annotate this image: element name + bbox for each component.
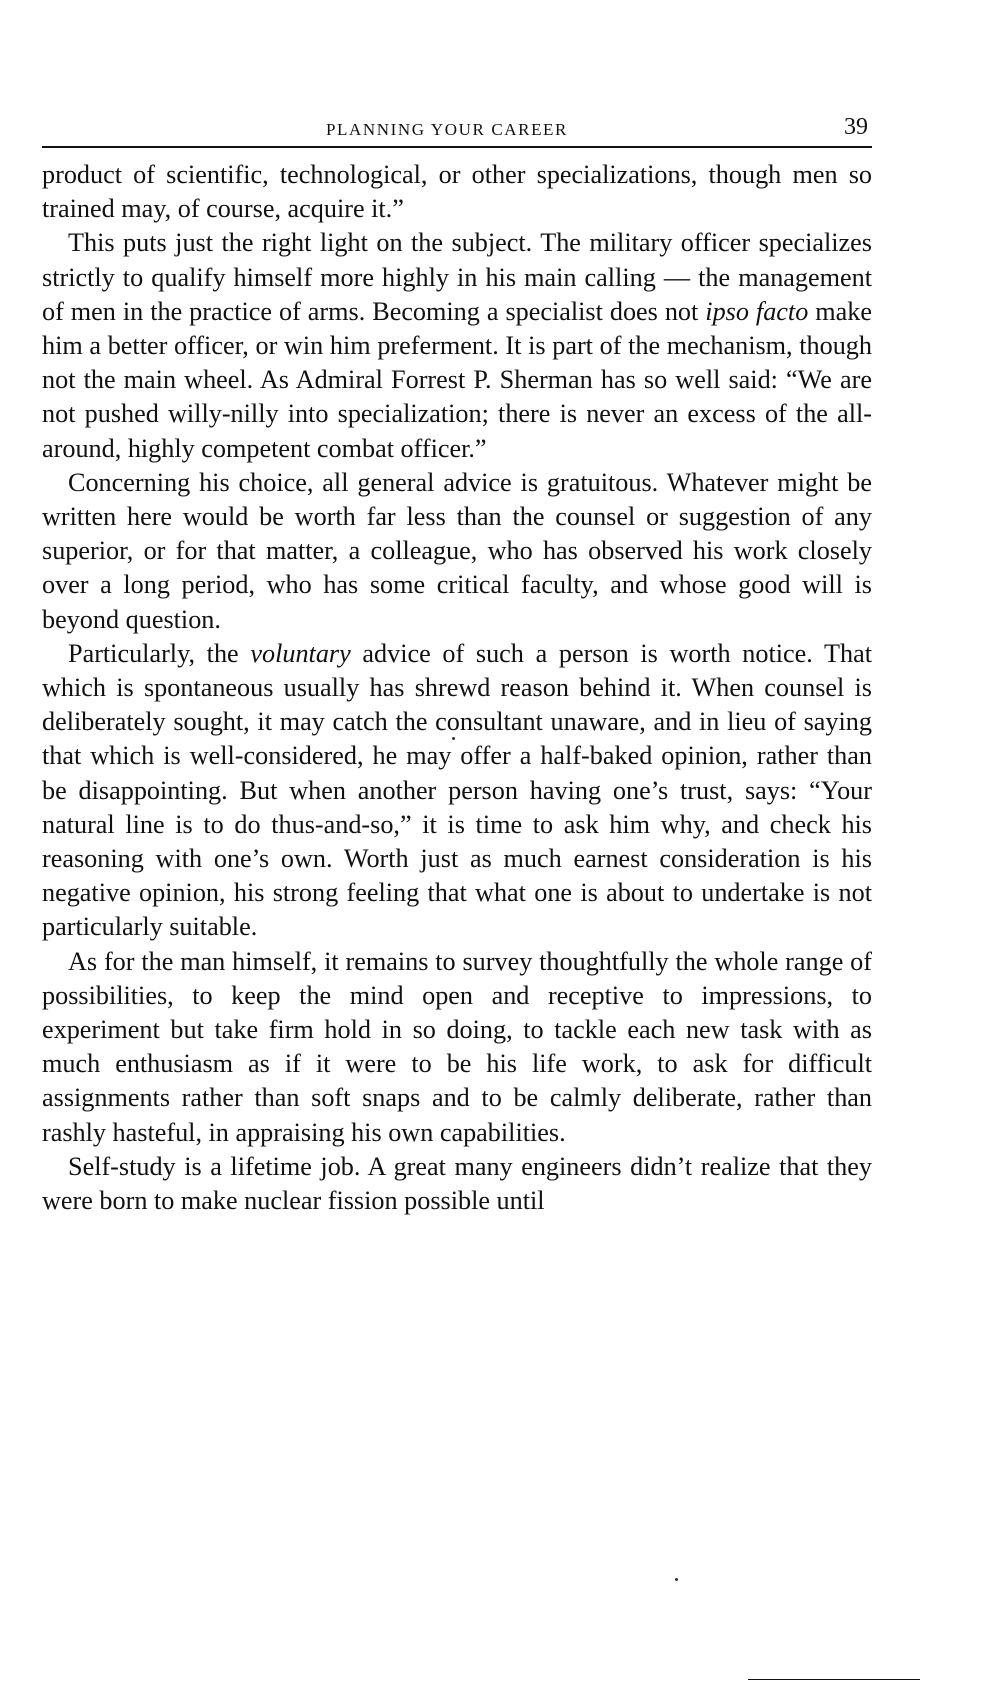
text-run: make him a better officer, or win him preferment. It is part of the mechanism, though not the main wheel. As Admiral Forrest P. Sherman has so well said: “We are not pushed willy-nilly into specialization; there is never an excess of the all-around, highly competent combat officer.” [42, 296, 872, 463]
scan-speck [452, 737, 455, 740]
text-run: Particularly, the [68, 638, 251, 668]
paragraph-self-study [42, 1150, 872, 1218]
text-run: Self-study is a lifetime job. A great many engineers didn’t realize that they were born to make nuclear fission possible until [42, 1151, 872, 1216]
running-title: PLANNING YOUR CAREER [326, 120, 568, 139]
page-number: 39 [844, 114, 868, 140]
running-head [42, 112, 872, 148]
paragraph-general-advice [42, 466, 872, 637]
text-run: As for the man himself, it remains to survey thoughtfully the whole range of possibilities, to keep the mind open and receptive to impressions, to experiment but take firm hold in so doing, to tackle each new task with as much enthusiasm as if it were to be his life work, to ask for difficult assignments rather than soft snaps and to be calmly deliberate, rather than rashly hasteful, in appraising his own capabilities. [42, 946, 872, 1147]
text-run: This puts just the right light on the subject. The military officer specializes strictly to qualify himself more highly in his main calling — the management of men in the practice of arms. Becoming a specialist does not [42, 228, 872, 326]
italic-phrase: ipso facto [705, 296, 809, 326]
body-text [42, 158, 872, 1218]
footer-rule [748, 1679, 920, 1680]
paragraph-continued [42, 158, 872, 226]
text-run: advice of such a person is worth notice. That which is spontaneous usually has shrewd reason behind it. When counsel is deliberately sought, it may catch the consultant unaware, and in lieu of saying that which is well-considered, he may offer a half-baked opinion, rather than be disappointing. But when another person having one’s trust, says: “Your natural line is to do thus-and-so,” it is time to ask him why, and check his reasoning with one’s own. Worth just as much earnest consideration is his negative opinion, his strong feeling that what one is about to undertake is not particularly suitable. [42, 638, 872, 942]
paragraph-military-officer [42, 226, 872, 465]
text-run: product of scientific, technological, or other specializations, though men so trained may, of course, acquire it.” [42, 160, 872, 224]
paragraph-voluntary-advice [42, 637, 872, 945]
scan-speck [675, 1578, 678, 1581]
italic-phrase: voluntary [250, 638, 351, 668]
paragraph-man-himself [42, 945, 872, 1150]
book-page [42, 112, 872, 1218]
text-run: Concerning his choice, all general advice is gratuitous. Whatever might be written here would be worth far less than the counsel or suggestion of any superior, or for that matter, a colleague, who has observed his work closely over a long period, who has some critical faculty, and whose good will is beyond question. [42, 467, 872, 634]
